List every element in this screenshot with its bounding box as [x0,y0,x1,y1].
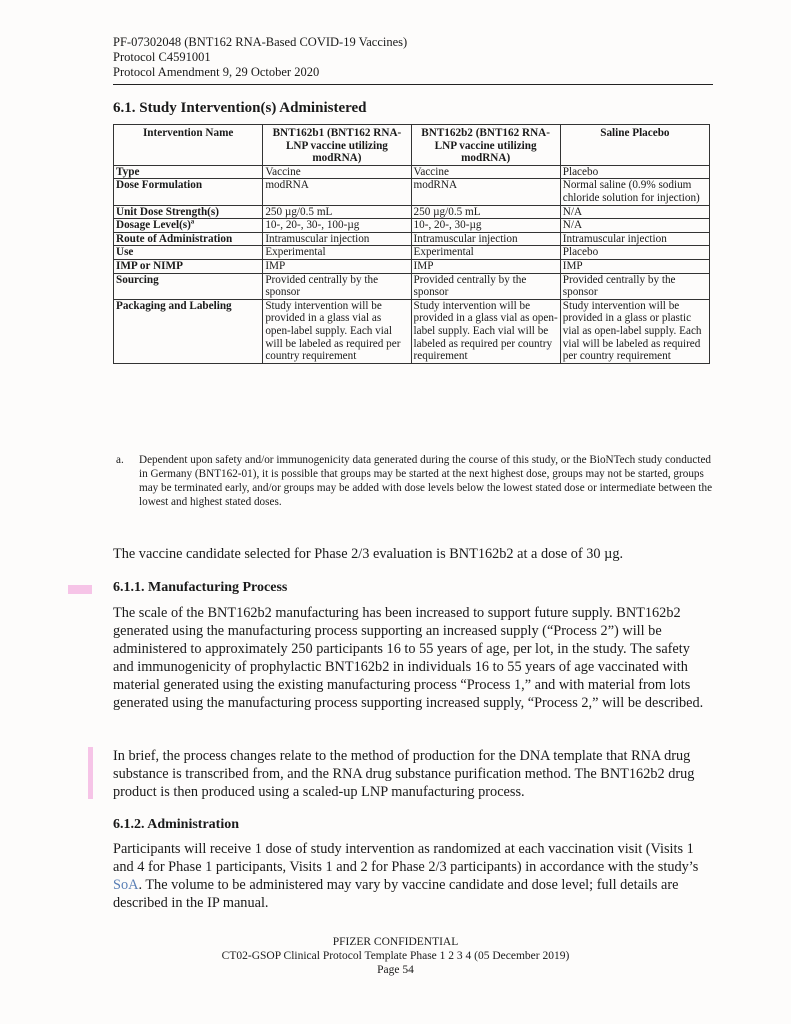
table-header-row [114,125,710,166]
table-cell: Study intervention will be provided in a glass or plastic vial as open-label supply. Each vial will be labeled as required per country requirement [560,299,709,363]
administration-paragraph [113,840,713,912]
intervention-table [113,124,710,364]
table-cell: Provided centrally by the sponsor [411,273,560,299]
table-cell: IMP [560,259,709,273]
header-divider [113,84,713,85]
table-cell: Provided centrally by the sponsor [263,273,411,299]
selected-candidate-text: The vaccine candidate selected for Phase 2/3 evaluation is BNT162b2 at a dose of 30 µg. [113,546,624,562]
footnote-label: a. [116,454,124,466]
table-cell: Vaccine [411,165,560,179]
table-row-header: Packaging and Labeling [114,299,263,363]
administration-text-end: . The volume to be administered may vary by vaccine candidate and dose level; full details are described in the IP manual. [113,877,679,911]
table-cell: Placebo [560,165,709,179]
footer-template: CT02-GSOP Clinical Protocol Template Phase 1 2 3 4 (05 December 2019) [221,950,570,962]
manufacturing-paragraph-2: In brief, the process changes relate to the method of production for the DNA template that RNA drug substance is transcribed from, and the RNA drug substance purification method. The BNT162b2 drug product is then produced using a scaled-up LNP manufacturing process. [113,748,695,800]
table-cell: Intramuscular injection [263,232,411,246]
table-header-cell: Intervention Name [114,125,263,166]
administration-text-start: Participants will receive 1 dose of study intervention as randomized at each vaccination visit (Visits 1 and 4 for Phase 1 participants, Visits 1 and 2 for Phase 2/3 participants) in accordance with the study’s [113,841,699,875]
administration-heading: 6.1.2. Administration [113,817,240,832]
table-cell: Experimental [411,246,560,260]
table-cell: Provided centrally by the sponsor [560,273,709,299]
table-cell: 10-, 20-, 30-µg [411,219,560,233]
table-cell: modRNA [263,179,411,205]
page-footer [0,935,791,977]
header-line-amendment: Protocol Amendment 9, 29 October 2020 [113,65,320,79]
table-cell: Placebo [560,246,709,260]
table-header-cell: BNT162b1 (BNT162 RNA-LNP vaccine utilizing modRNA) [263,125,411,166]
table-row-header: Sourcing [114,273,263,299]
table-cell: N/A [560,219,709,233]
table-row-header: Route of Administration [114,232,263,246]
table-cell: Intramuscular injection [560,232,709,246]
section-title: 6.1. Study Intervention(s) Administered [113,100,367,116]
table-row [114,246,710,260]
table-row-header: IMP or NIMP [114,259,263,273]
table-row [114,165,710,179]
table-row-header: Dose Formulation [114,179,263,205]
header-line-protocol: Protocol C4591001 [113,50,211,64]
table-row-header: Use [114,246,263,260]
page-header [113,35,407,80]
highlighter-mark [88,747,93,799]
table-cell: Vaccine [263,165,411,179]
table-row [114,179,710,205]
table-row [114,205,710,219]
footer-confidential: PFIZER CONFIDENTIAL [332,936,459,948]
table-row [114,232,710,246]
table-row-header: Type [114,165,263,179]
page-number: Page 54 [377,964,414,976]
table-cell: Normal saline (0.9% sodium chloride solution for injection) [560,179,709,205]
soa-link[interactable]: SoA [113,877,139,893]
table-row [114,273,710,299]
table-cell: 10-, 20-, 30-, 100-µg [263,219,411,233]
table-cell: 250 µg/0.5 mL [263,205,411,219]
table-cell: IMP [411,259,560,273]
table-cell: IMP [263,259,411,273]
table-cell: modRNA [411,179,560,205]
table-cell: Study intervention will be provided in a glass vial as open-label supply. Each vial will be labeled as required per country requirement [411,299,560,363]
manufacturing-paragraph-1: The scale of the BNT162b2 manufacturing has been increased to support future supply. BNT162b2 generated using the manufacturing process supporting an increased supply (“Process 2”) will be administered to approximately 250 participants 16 to 55 years of age, per lot, in the study. The safety and immunogenicity of prophylactic BNT162b2 in individuals 16 to 55 years of age vaccinated with material generated using the existing manufacturing process “Process 1,” and with material from lots generated using the manufacturing process supporting increased supply, “Process 2,” will be described. [113,605,704,711]
footnote-text: Dependent upon safety and/or immunogenicity data generated during the course of this study, or the BioNTech study conducted in Germany (BNT162-01), it is possible that groups may be started at the next highest dose, groups may not be started, groups may be terminated early, and/or groups may be added with dose levels below the lowest stated dose or intermediate between the lowest and highest stated doses. [139,454,713,508]
header-line-product: PF-07302048 (BNT162 RNA-Based COVID-19 Vaccines) [113,35,408,49]
highlighter-mark [68,585,92,594]
table-cell: 250 µg/0.5 mL [411,205,560,219]
table-cell: Study intervention will be provided in a glass vial as open-label supply. Each vial will be labeled as required per country requirement [263,299,411,363]
table-row-header: Dosage Level(s)ª [114,219,263,233]
table-row [114,259,710,273]
table-header-cell: BNT162b2 (BNT162 RNA-LNP vaccine utilizing modRNA) [411,125,560,166]
table-row-header: Unit Dose Strength(s) [114,205,263,219]
table-header-cell: Saline Placebo [560,125,709,166]
table-row [114,219,710,233]
table-cell: Experimental [263,246,411,260]
table-footnote [113,453,713,509]
manufacturing-heading: 6.1.1. Manufacturing Process [113,580,288,595]
table-row [114,299,710,363]
table-cell: N/A [560,205,709,219]
table-cell: Intramuscular injection [411,232,560,246]
